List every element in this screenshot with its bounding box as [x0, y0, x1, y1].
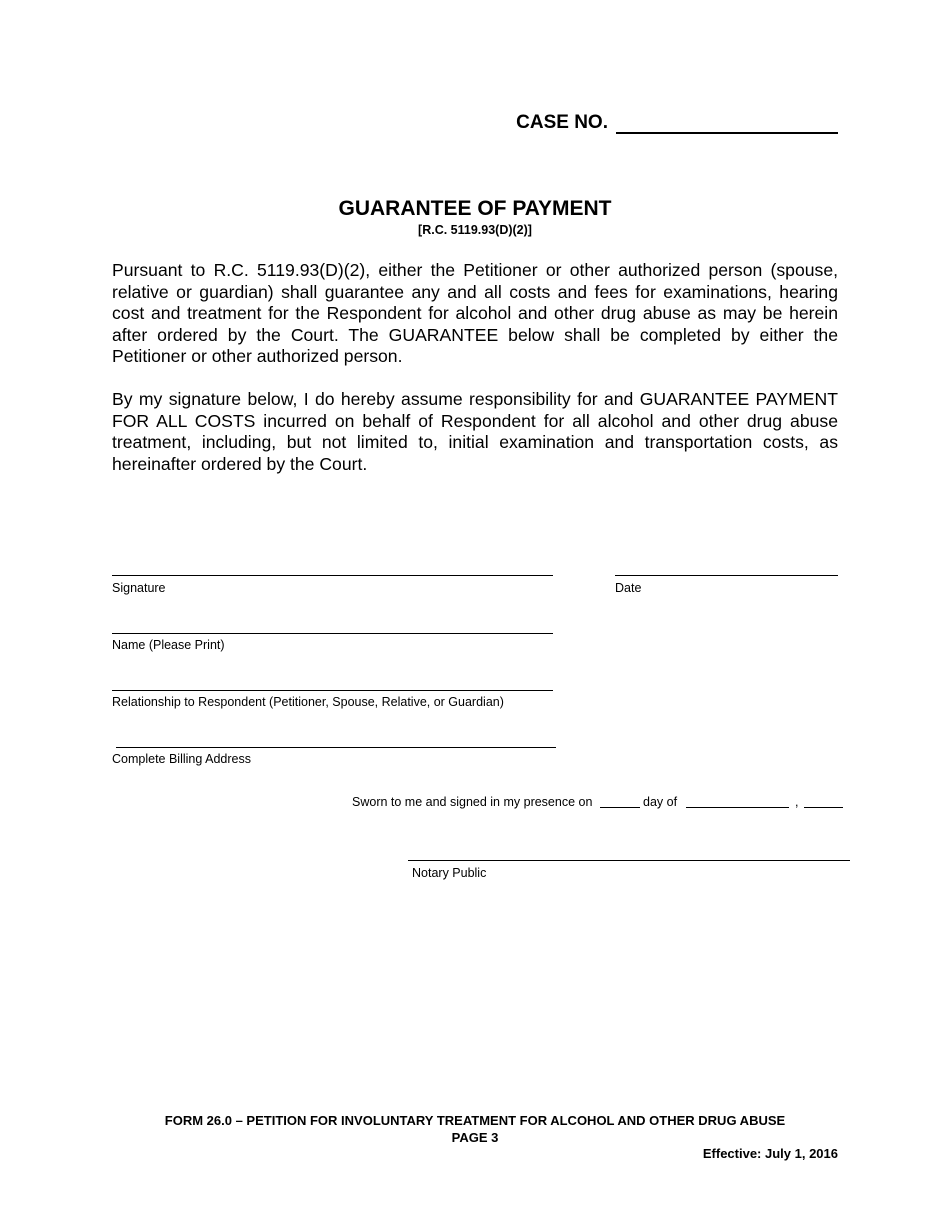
date-label: Date — [615, 581, 642, 595]
case-number-blank[interactable] — [616, 112, 838, 134]
footer-form-title: FORM 26.0 – PETITION FOR INVOLUNTARY TREATMENT FOR ALCOHOL AND OTHER DRUG ABUSE — [164, 1113, 786, 1128]
document-title: GUARANTEE OF PAYMENT — [338, 197, 612, 220]
sworn-year-blank[interactable] — [804, 807, 843, 808]
paragraph-pursuant: Pursuant to R.C. 5119.93(D)(2), either the Petitioner or other authorized person (spouse, relative or guardian) shall guarantee any and all costs and fees for examinations, hearing cost and treatment for the Respondent for alcohol and other drug abuse as may be herein after ordered by the Court. The GUARANTEE below shall be completed by either the Petitioner or other authorized person. — [112, 260, 838, 366]
comma-text: , — [795, 795, 799, 809]
billing-address-label: Complete Billing Address — [112, 752, 251, 766]
name-line[interactable] — [112, 633, 553, 634]
date-line[interactable] — [615, 575, 838, 576]
notary-signature-line[interactable] — [408, 860, 850, 861]
footer-effective-date: Effective: July 1, 2016 — [702, 1146, 838, 1161]
notary-public-label: Notary Public — [412, 866, 487, 880]
document-citation: [R.C. 5119.93(D)(2)] — [418, 223, 532, 237]
sworn-month-blank[interactable] — [686, 807, 789, 808]
footer-page-number: PAGE 3 — [451, 1130, 499, 1145]
name-label: Name (Please Print) — [112, 638, 225, 652]
sworn-day-blank[interactable] — [600, 807, 640, 808]
billing-address-line[interactable] — [116, 747, 556, 748]
paragraph-guarantee: By my signature below, I do hereby assume responsibility for and GUARANTEE PAYMENT FOR ALL COSTS incurred on behalf of Respondent for all alcohol and other drug abuse treatment, including, but not limited to, initial examination and transportation costs, as hereinafter ordered by the Court. — [112, 389, 838, 474]
case-number-label: CASE NO. — [516, 112, 608, 133]
relationship-line[interactable] — [112, 690, 553, 691]
relationship-label: Relationship to Respondent (Petitioner, Spouse, Relative, or Guardian) — [112, 695, 504, 709]
case-number-field — [516, 112, 838, 134]
signature-label: Signature — [112, 581, 166, 595]
signature-line[interactable] — [112, 575, 553, 576]
sworn-text: Sworn to me and signed in my presence on — [352, 795, 593, 809]
day-of-text: day of — [643, 795, 678, 809]
